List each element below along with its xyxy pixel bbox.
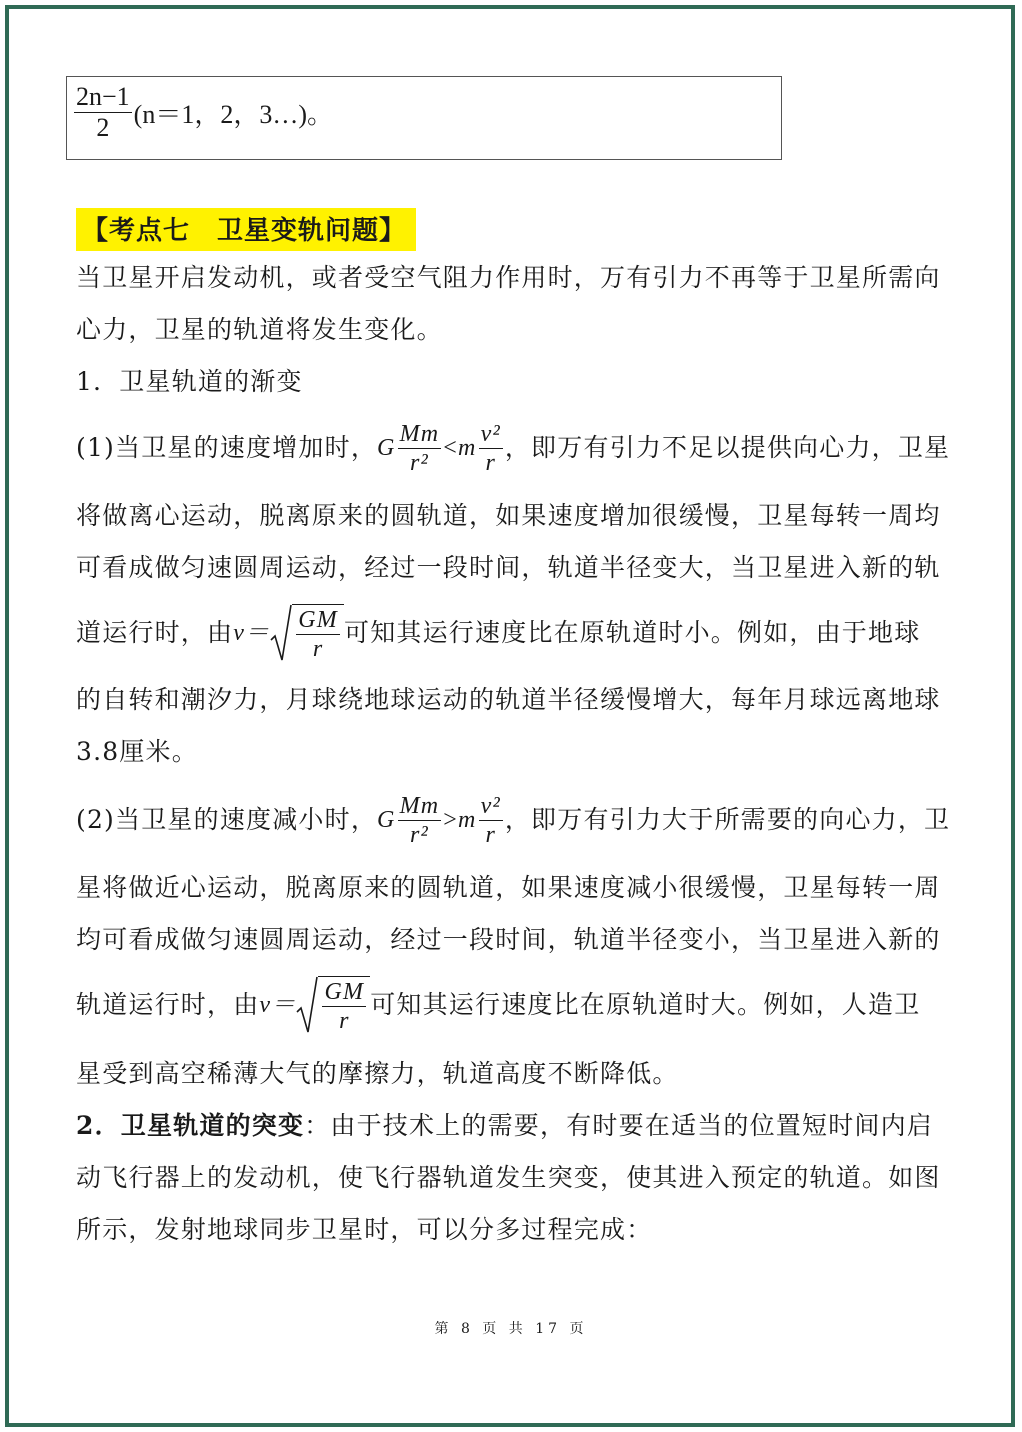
- formula-G: G: [377, 435, 396, 461]
- fraction-numerator: GM: [324, 978, 365, 1005]
- case2-line4-prefix: 轨道运行时，由: [76, 990, 260, 1019]
- formula-v-equals: v＝: [233, 620, 271, 646]
- fraction-denominator: r²: [409, 449, 429, 476]
- radical-sign-icon: [270, 604, 292, 662]
- sub2-line-1: [76, 1100, 946, 1152]
- fraction-Mm-r2: [398, 794, 442, 847]
- subsection-title-2: 2．卫星轨道的突变: [76, 1111, 305, 1140]
- fraction-denominator: 2: [96, 113, 110, 142]
- case1-suffix: ，即万有引力不足以提供向心力，卫星: [504, 433, 951, 462]
- fraction-denominator: r: [485, 449, 496, 476]
- fraction-numerator: Mm: [399, 792, 440, 819]
- top-formula: [72, 84, 333, 141]
- inequality-formula-2: [377, 794, 505, 847]
- velocity-formula-2: [259, 976, 370, 1034]
- greater-than-sign: >: [443, 807, 459, 833]
- fraction-v2-r: [479, 794, 503, 847]
- sqrt-radicand: [292, 604, 344, 662]
- sub2-line-3: 所示，发射地球同步卫星时，可以分多过程完成：: [76, 1215, 653, 1244]
- case1-line-2: 将做离心运动，脱离原来的圆轨道，如果速度增加很缓慢，卫星每转一周均: [76, 501, 941, 530]
- page-number-footer: 第 8 页 共 17 页: [434, 1321, 588, 1337]
- case1-line4-prefix: 道运行时，由: [76, 618, 234, 647]
- fraction-numerator: 2n−1: [76, 82, 130, 111]
- sqrt-radicand: [318, 976, 370, 1034]
- radical-sign-icon: [296, 976, 318, 1034]
- case2-line-4: [76, 974, 946, 1036]
- fraction-denominator: r²: [409, 821, 429, 848]
- fraction: [74, 84, 132, 141]
- formula-m: m: [458, 435, 477, 461]
- case1-line-4: [76, 602, 946, 664]
- fraction-numerator: v²: [480, 792, 501, 819]
- velocity-formula-1: [233, 604, 344, 662]
- case1-line-6: 3.8厘米。: [76, 737, 198, 766]
- case1-prefix: (1)当卫星的速度增加时，: [76, 433, 378, 462]
- case2-prefix: (2)当卫星的速度减小时，: [76, 805, 378, 834]
- case2-line4-suffix: 可知其运行速度比在原轨道时大。例如，人造卫: [370, 990, 921, 1019]
- fraction-numerator: GM: [298, 606, 338, 633]
- case2-line-2: 星将做近心运动，脱离原来的圆轨道，如果速度减小很缓慢，卫星每转一周: [76, 873, 941, 902]
- fraction-denominator: r: [485, 821, 496, 848]
- case1-line-5: 的自转和潮汐力，月球绕地球运动的轨道半径缓慢增大，每年月球远离地球: [76, 685, 941, 714]
- sub2-line-2: 动飞行器上的发动机，使飞行器轨道发生突变，使其进入预定的轨道。如图: [76, 1163, 941, 1192]
- intro-line-2: 心力，卫星的轨道将发生变化。: [76, 315, 443, 344]
- fraction-GM-r: [296, 608, 340, 661]
- fraction-Mm-r2: [398, 422, 442, 475]
- fraction-denominator: r: [312, 635, 324, 662]
- formula-v-equals: v＝: [259, 992, 297, 1018]
- fraction-GM-r: [322, 980, 366, 1033]
- section-heading: 【考点七 卫星变轨问题】: [76, 208, 416, 251]
- fraction-denominator: r: [339, 1007, 350, 1034]
- case2-line-3: 均可看成做匀速圆周运动，经过一段时间，轨道半径变小，当卫星进入新的: [76, 925, 941, 954]
- case2-line-5: 星受到高空稀薄大气的摩擦力，轨道高度不断降低。: [76, 1059, 679, 1088]
- sub2-line1-rest: ：由于技术上的需要，有时要在适当的位置短时间内启: [304, 1111, 934, 1140]
- case1-line-3: 可看成做匀速圆周运动，经过一段时间，轨道半径变大，当卫星进入新的轨: [76, 553, 941, 582]
- fraction-v2-r: [479, 422, 503, 475]
- fraction-numerator: v²: [480, 420, 501, 447]
- case1-line-1: [76, 418, 951, 478]
- inequality-formula-1: [377, 422, 505, 475]
- formula-m: m: [458, 807, 477, 833]
- less-than-sign: <: [443, 435, 459, 461]
- intro-line-1: 当卫星开启发动机，或者受空气阻力作用时，万有引力不再等于卫星所需向: [76, 263, 941, 292]
- case2-line-1: [76, 790, 951, 850]
- sqrt-symbol: [296, 976, 370, 1034]
- case1-line4-suffix: 可知其运行速度比在原轨道时小。例如，由于地球: [344, 618, 921, 647]
- formula-tail: (n＝1，2，3…)。: [133, 100, 333, 129]
- case2-suffix: ，即万有引力大于所需要的向心力，卫: [504, 805, 951, 834]
- sqrt-symbol: [270, 604, 344, 662]
- formula-G: G: [377, 807, 396, 833]
- subsection-title-1: 1．卫星轨道的渐变: [76, 367, 303, 396]
- fraction-numerator: Mm: [399, 420, 440, 447]
